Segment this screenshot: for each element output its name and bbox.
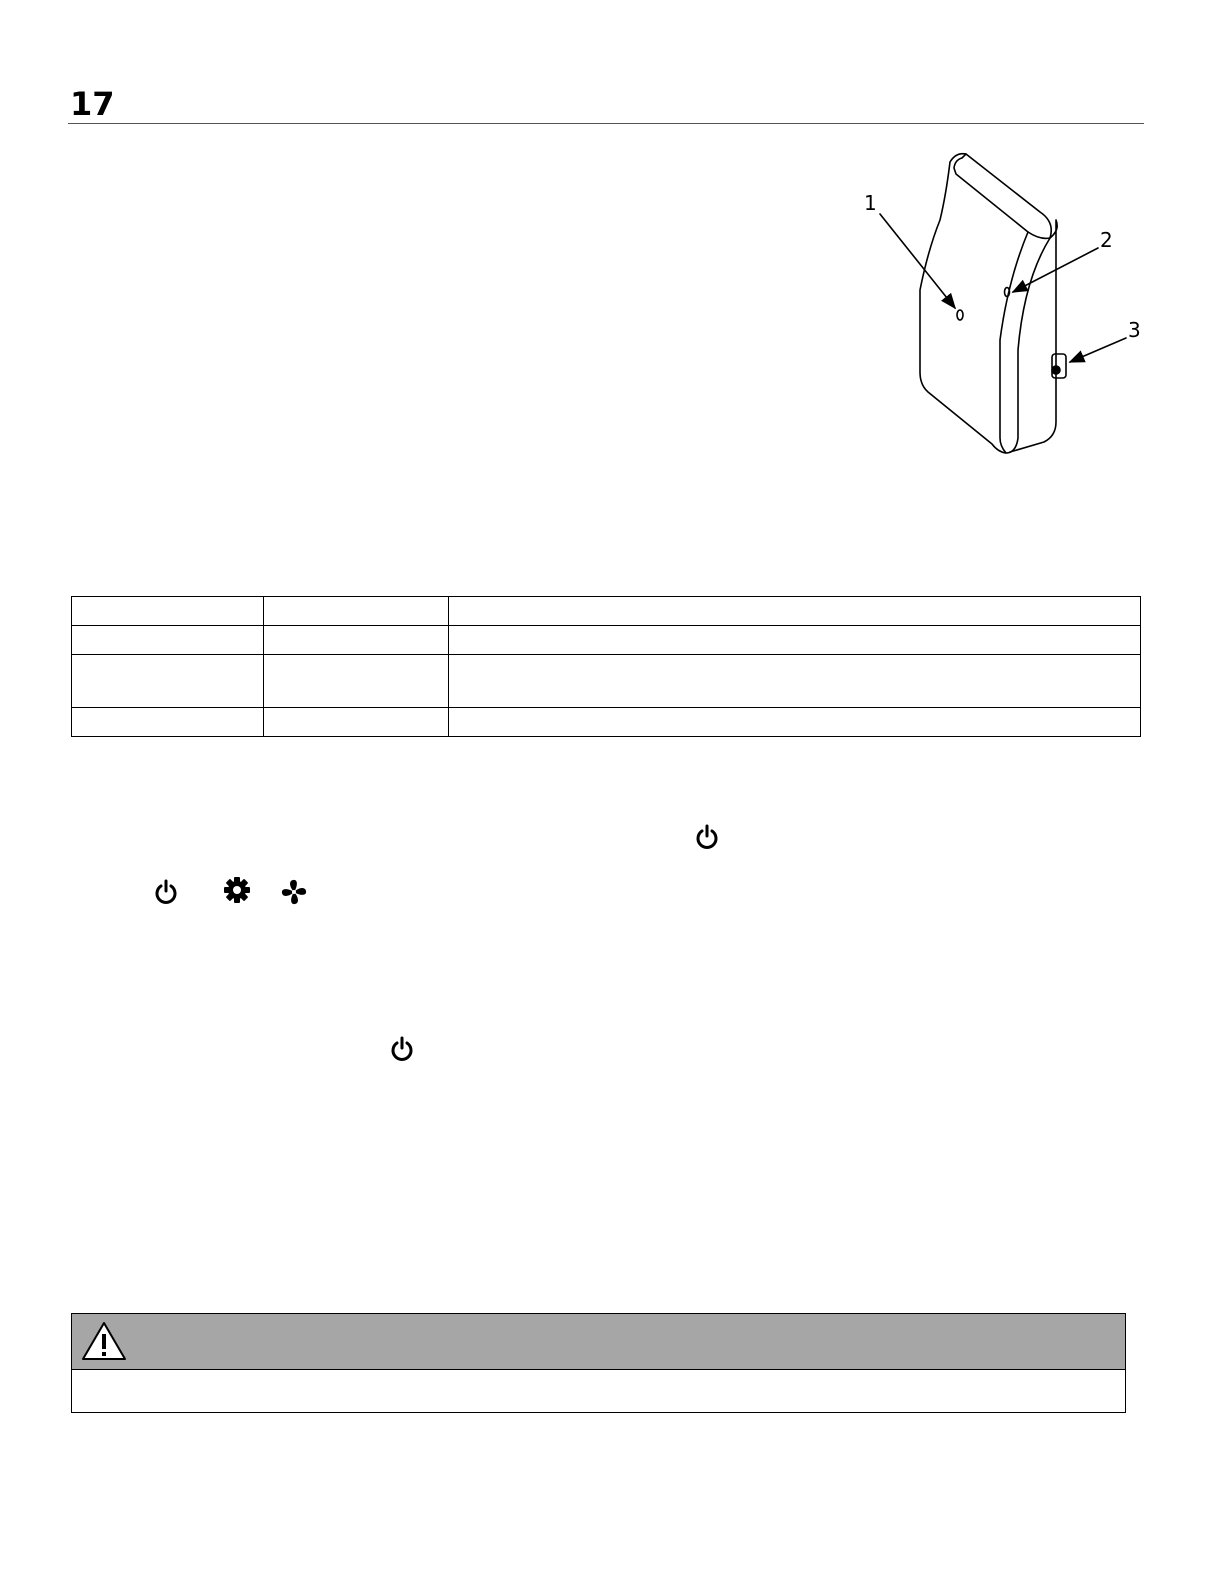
table-cell xyxy=(264,655,449,708)
table-cell xyxy=(264,597,449,626)
table-cell xyxy=(264,708,449,737)
table-cell xyxy=(449,597,1141,626)
device-illustration xyxy=(850,140,1150,470)
power-icon xyxy=(153,878,179,906)
header-divider xyxy=(68,123,1144,124)
table-cell xyxy=(72,708,264,737)
page-number: 17 xyxy=(70,85,115,123)
spec-table xyxy=(71,596,1141,737)
table-cell xyxy=(449,655,1141,708)
power-icon xyxy=(694,823,720,851)
callout-label-2: 2 xyxy=(1100,228,1113,252)
indicator-hole-1 xyxy=(957,310,963,320)
table-cell xyxy=(449,708,1141,737)
table-row xyxy=(72,708,1141,737)
warning-header xyxy=(72,1314,1125,1370)
warning-box xyxy=(71,1313,1126,1413)
table-cell xyxy=(72,597,264,626)
callout-label-3: 3 xyxy=(1128,318,1141,342)
table-cell xyxy=(72,626,264,655)
table-cell xyxy=(72,655,264,708)
fan-icon xyxy=(280,878,308,906)
table-cell xyxy=(449,626,1141,655)
power-icon xyxy=(389,1035,415,1063)
device-side-panel xyxy=(1010,220,1057,452)
table-cell xyxy=(264,626,449,655)
table-row xyxy=(72,655,1141,708)
indicator-hole-2 xyxy=(1005,288,1010,297)
warning-triangle-icon xyxy=(80,1320,128,1366)
gear-icon xyxy=(223,876,251,904)
table-row xyxy=(72,597,1141,626)
callout-label-1: 1 xyxy=(864,191,877,215)
table-row xyxy=(72,626,1141,655)
